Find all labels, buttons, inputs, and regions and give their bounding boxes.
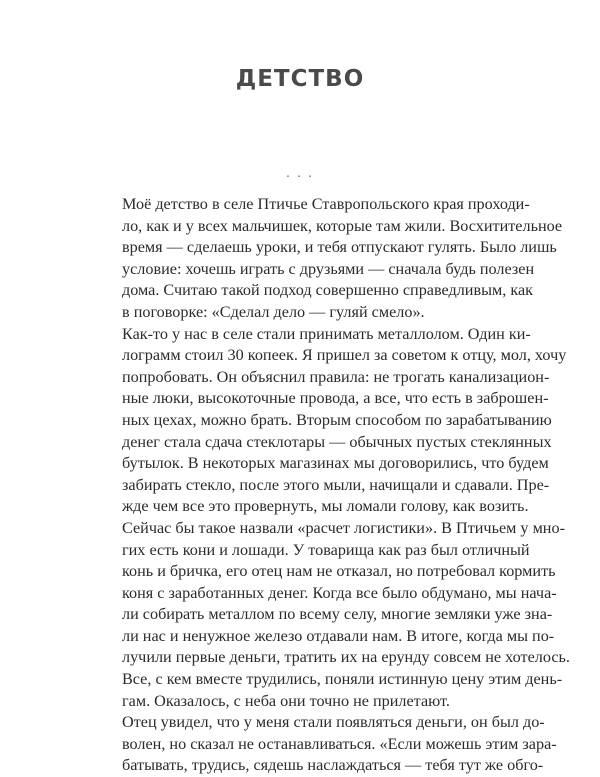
text-line: Отец увидел, что у меня стали появляться деньги, он был до- [122,713,545,732]
text-line: ные люки, высокоточные провода, а все, что есть в заброшен- [122,389,549,408]
text-line: Все, с кем вместе трудились, поняли истинную цену этим день- [122,670,563,689]
text-line: Моё детство в селе Птичье Ставропольского края проходи- [122,195,530,213]
text-line: время — сделаешь уроки, и тебя отпускают гулять. Было лишь [122,238,557,257]
text-line: дома. Считаю такой подход совершенно справедливым, как [122,281,534,300]
text-line: лограмм стоил 30 копеек. Я пришел за советом к отцу, мол, хочу [122,346,567,365]
text-line: ли нас и ненужное железо отдавали нам. В итоге, когда мы по- [122,626,555,645]
text-line: в поговорке: «Сделал дело — гуляй смело». [122,302,425,321]
paragraph-1 [103,194,563,324]
text-line: Сейчас бы такое назвали «расчет логистики». В Птичьем у мно- [122,518,565,537]
text-line: коня с заработанных денег. Когда все было обдумано, мы нача- [122,583,557,602]
text-line: бутылок. В некоторых магазинах мы договорились, что будем [122,454,549,473]
text-line: забирать стекло, после этого мыли, начищали и сдавали. Пре- [122,475,550,494]
text-line: ных цехах, можно брать. Вторым способом по зарабатыванию [122,410,552,429]
body-text [103,194,570,777]
text-line: ло, как и у всех мальчишек, которые там жили. Восхитительное [122,216,563,235]
text-line: волен, но сказал не останавливаться. «Если можешь этим зара- [122,734,557,753]
text-line: попробовать. Он объяснил правила: не трогать канализацион- [122,367,550,386]
text-line: ли собирать металлом по всему селу, многие земляки уже зна- [122,605,553,624]
paragraph-3 [103,712,557,777]
text-line: батывать, трудись, сядешь наслаждаться — тебя тут же обго- [122,756,544,775]
paragraph-2 [103,324,570,713]
chapter-title: ДЕТСТВО [235,66,365,92]
text-line: Как-то у нас в селе стали принимать металлолом. Один ки- [122,324,531,343]
text-line: жде чем все это провернуть, мы ломали голову, как возить. [122,497,529,516]
text-line: лучили первые деньги, тратить их на ерунду совсем не хотелось. [122,648,570,667]
text-line: гих есть кони и лошади. У товарища как раз был отличный [122,540,530,559]
text-line: конь и бричка, его отец нам не отказал, но потребовал кормить [122,562,556,581]
text-line: условие: хочешь играть с друзьями — сначала будь полезен [122,259,535,278]
section-ornament: . . . [286,166,314,181]
text-line: гам. Оказалось, с неба они точно не прилетают. [122,691,450,710]
text-line: денег стала сдача стеклотары — обычных пустых стеклянных [122,432,552,451]
